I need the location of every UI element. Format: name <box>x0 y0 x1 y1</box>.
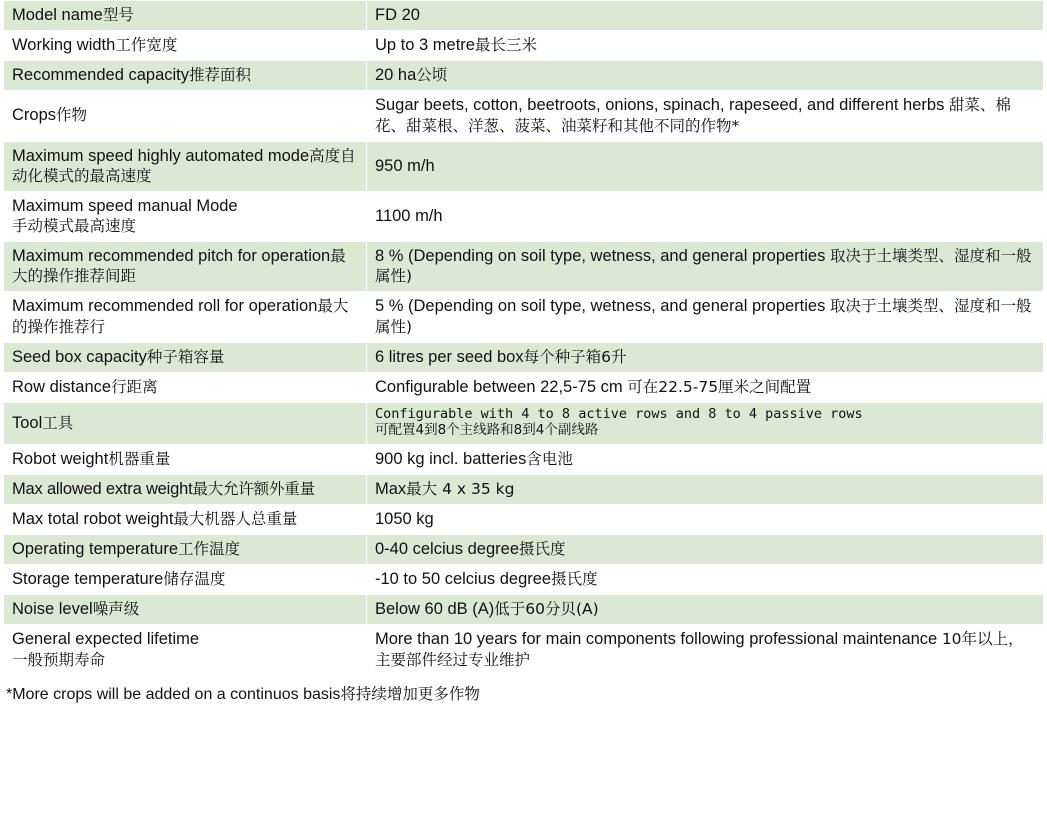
table-row <box>4 141 1044 191</box>
label-zh: 储存温度 <box>163 570 226 589</box>
row-label <box>4 444 367 474</box>
label-en: Tool <box>12 413 43 432</box>
table-row <box>4 31 1044 61</box>
row-value <box>367 444 1044 474</box>
label-en: General expected lifetime <box>12 630 200 649</box>
label-zh: 工作宽度 <box>115 36 178 55</box>
row-value <box>367 402 1044 444</box>
table-row <box>4 191 1044 241</box>
row-label <box>4 402 367 444</box>
row-value <box>367 595 1044 625</box>
table-body <box>4 1 1044 676</box>
value-en: 900 kg incl. batteries <box>375 449 527 468</box>
label-zh: 行距离 <box>111 377 158 396</box>
value-zh: 可在22.5-75厘米之间配置 <box>627 377 812 396</box>
label-en: Noise level <box>12 600 93 619</box>
value-zh: 10年以上，主要部件经过专业维护 <box>375 630 1024 669</box>
row-value <box>367 242 1044 292</box>
label-zh: 工作温度 <box>178 540 241 559</box>
row-label <box>4 61 367 91</box>
label-zh: 工具 <box>42 413 74 432</box>
value-zh: 可配置4到8个主线路和8到4个副线路 <box>375 421 599 438</box>
row-label <box>4 474 367 504</box>
row-label <box>4 31 367 61</box>
label-en: Crops <box>12 106 57 125</box>
table-row <box>4 292 1044 342</box>
row-value <box>367 292 1044 342</box>
value-en: 1050 kg <box>375 509 434 528</box>
value-en: Configurable with 4 to 8 active rows and 8 to 4 passive rows <box>375 405 863 422</box>
label-en: Working width <box>12 36 116 55</box>
label-en: Maximum speed manual Mode <box>12 196 238 215</box>
value-en: Sugar beets, cotton, beetroots, onions, spinach, rapeseed, and different herbs <box>375 96 949 115</box>
row-value <box>367 625 1044 675</box>
row-value <box>367 61 1044 91</box>
label-zh: 最大允许额外重量 <box>192 479 315 498</box>
value-en: -10 to 50 celcius degree <box>375 570 552 589</box>
value-zh: 取决于土壤类型、湿度和一般属性) <box>375 247 1032 286</box>
value-zh: 取决于土壤类型、湿度和一般属性) <box>375 297 1032 336</box>
row-label <box>4 565 367 595</box>
value-zh: 低于60分贝(A) <box>494 600 599 619</box>
label-en: Storage temperature <box>12 570 164 589</box>
row-label <box>4 625 367 675</box>
value-zh: 最大 4 x 35 kg <box>406 479 515 498</box>
label-zh: 噪声级 <box>92 600 140 619</box>
footnote <box>0 676 1047 704</box>
label-en: Recommended capacity <box>12 66 190 85</box>
table-row <box>4 565 1044 595</box>
label-en: Max allowed extra weight <box>12 479 193 498</box>
value-en: 5 % (Depending on soil type, wetness, and general properties <box>375 297 830 316</box>
value-en: Configurable between 22,5-75 cm <box>375 377 628 396</box>
value-zh: 最长三米 <box>474 36 537 55</box>
label-zh: 高度自动化模式的最高速度 <box>12 146 356 185</box>
value-zh: 甜菜、棉花、甜菜根、洋葱、菠菜、油菜籽和其他不同的作物* <box>375 96 1011 135</box>
value-zh: 每个种子箱6升 <box>523 347 627 366</box>
label-en: Model name <box>12 6 103 24</box>
label-zh: 推荐面积 <box>189 66 252 85</box>
value-en: 0-40 celcius degree <box>375 540 520 559</box>
value-en: Up to 3 metre <box>375 36 475 55</box>
label-en: Row distance <box>12 377 112 396</box>
footnote-zh: 将持续增加更多作物 <box>340 684 480 703</box>
row-value <box>367 191 1044 241</box>
row-value <box>367 31 1044 61</box>
row-value <box>367 504 1044 534</box>
row-value <box>367 565 1044 595</box>
label-en: Maximum recommended roll for operation <box>12 297 318 316</box>
label-zh: 一般预期寿命 <box>12 650 106 669</box>
table-row <box>4 402 1044 444</box>
row-label <box>4 342 367 372</box>
row-label <box>4 292 367 342</box>
value-en: 20 ha <box>375 66 417 85</box>
label-zh: 种子箱容量 <box>146 347 225 366</box>
label-en: Maximum recommended pitch for operation <box>12 247 331 266</box>
row-label <box>4 595 367 625</box>
value-en: 8 % (Depending on soil type, wetness, and general properties <box>375 247 830 266</box>
value-en: 950 m/h <box>375 156 435 175</box>
row-value <box>367 372 1044 402</box>
value-en: FD 20 <box>375 6 420 24</box>
table-row <box>4 61 1044 91</box>
label-zh: 型号 <box>102 6 134 24</box>
value-en: Below 60 dB (A) <box>375 600 495 619</box>
row-label <box>4 141 367 191</box>
row-label <box>4 242 367 292</box>
row-label <box>4 1 367 31</box>
value-zh: 摄氏度 <box>551 570 598 589</box>
table-row <box>4 444 1044 474</box>
label-en: Maximum speed highly automated mode <box>12 146 310 165</box>
row-value <box>367 535 1044 565</box>
row-value <box>367 1 1044 31</box>
label-zh: 最大机器人总重量 <box>173 509 298 528</box>
value-en: More than 10 years for main components following professional maintenance <box>375 630 942 649</box>
row-value <box>367 474 1044 504</box>
table-row <box>4 625 1044 675</box>
value-en: 6 litres per seed box <box>375 347 524 366</box>
value-zh: 摄氏度 <box>519 540 566 559</box>
table-row <box>4 372 1044 402</box>
table-row <box>4 474 1044 504</box>
row-label <box>4 372 367 402</box>
row-value <box>367 342 1044 372</box>
row-value <box>367 91 1044 141</box>
value-zh: 公顷 <box>416 66 448 85</box>
row-value <box>367 141 1044 191</box>
specifications-table <box>3 0 1044 676</box>
label-zh: 手动模式最高速度 <box>12 217 137 235</box>
row-label <box>4 91 367 141</box>
label-en: Max total robot weight <box>12 509 174 528</box>
value-zh: 含电池 <box>526 449 573 468</box>
row-label <box>4 191 367 241</box>
row-label <box>4 535 367 565</box>
row-label <box>4 504 367 534</box>
label-zh: 最大的操作推荐行 <box>12 297 349 336</box>
table-row <box>4 595 1044 625</box>
label-en: Operating temperature <box>12 540 179 559</box>
table-row <box>4 535 1044 565</box>
value-en: Max <box>375 479 407 498</box>
table-row <box>4 91 1044 141</box>
value-en: 1100 m/h <box>375 206 443 225</box>
table-row <box>4 504 1044 534</box>
label-zh: 作物 <box>56 106 88 125</box>
label-zh: 最大的操作推荐间距 <box>12 247 346 286</box>
label-zh: 机器重量 <box>108 449 171 468</box>
footnote-en: *More crops will be added on a continuos basis <box>6 685 341 703</box>
label-en: Robot weight <box>12 449 109 468</box>
table-row <box>4 342 1044 372</box>
table-row <box>4 242 1044 292</box>
table-row <box>4 1 1044 31</box>
label-en: Seed box capacity <box>12 347 147 366</box>
